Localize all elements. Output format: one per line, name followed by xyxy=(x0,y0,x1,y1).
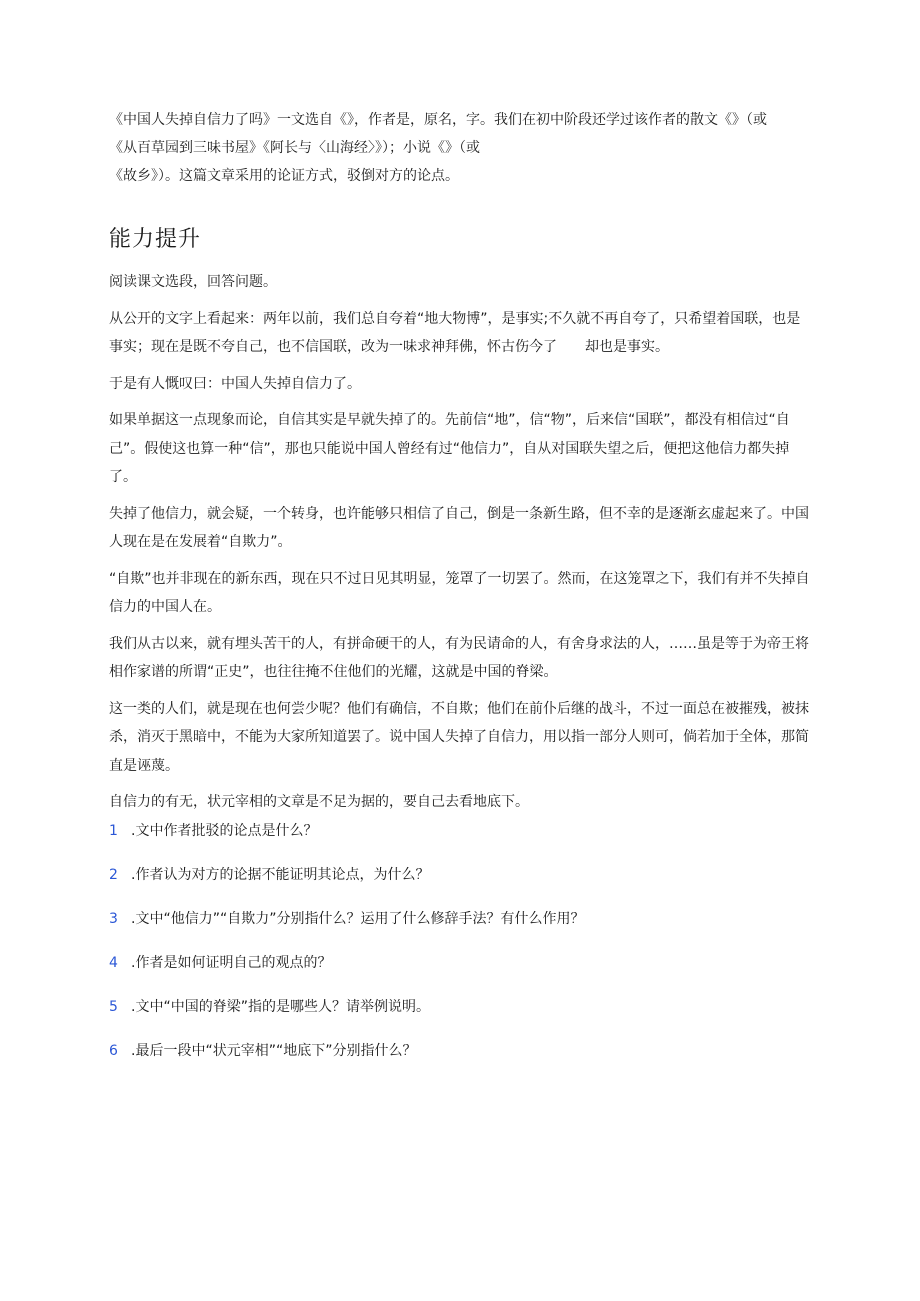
question-number: 3 xyxy=(109,911,118,927)
question-number: 4 xyxy=(109,955,118,971)
question-number: 6 xyxy=(109,1043,118,1059)
question-number: 5 xyxy=(109,999,118,1015)
passage-paragraph: 自信力的有无，状元宰相的文章是不足为据的，要自己去看地底下。 xyxy=(109,794,529,810)
question-item xyxy=(109,949,814,993)
question-list xyxy=(109,817,814,1081)
passage-paragraph: 如果单据这一点现象而论，自信其实是早就失掉了的。先前信“地”，信“物”，后来信“国联”，都没有相信过“自己”。假使这也算一种“信”，那也只能说中国人曾经有过“他信力”，自从对国联失望之后，便把这他信力都失掉了。 xyxy=(109,412,790,485)
question-text: .文中作者批驳的论点是什么？ xyxy=(131,823,318,839)
question-item xyxy=(109,817,814,861)
question-item xyxy=(109,861,814,905)
question-item xyxy=(109,993,814,1037)
question-item xyxy=(109,905,814,949)
question-number: 1 xyxy=(109,823,118,839)
intro-line: 《故乡》）。这篇文章采用的论证方式，驳倒对方的论点。 xyxy=(109,168,459,184)
question-text: .最后一段中“状元宰相”“地底下”分别指什么？ xyxy=(131,1043,417,1059)
question-text: .作者是如何证明自己的观点的？ xyxy=(131,955,332,971)
question-number: 2 xyxy=(109,867,118,883)
question-text: .文中“他信力”“自欺力”分别指什么？运用了什么修辞手法？有什么作用？ xyxy=(131,911,585,927)
section-title: 能力提升 xyxy=(109,227,202,252)
intro-line: 《从百草园到三味书屋》《阿长与〈山海经〉》）；小说《》（或 xyxy=(109,140,480,156)
intro-line: 《中国人失掉自信力了吗》一文选自《》，作者是，原名，字。我们在初中阶段还学过该作者的散文《》（或 xyxy=(109,112,767,128)
question-text: .文中“中国的脊梁”指的是哪些人？请举例说明。 xyxy=(131,999,430,1015)
passage-paragraph: 我们从古以来，就有埋头苦干的人，有拼命硬干的人，有为民请命的人，有舍身求法的人，……虽是等于为帝王将相作家谱的所谓“正史”，也往往掩不住他们的光耀，这就是中国的脊梁。 xyxy=(109,635,809,680)
passage-paragraph: 失掉了他信力，就会疑，一个转身，也许能够只相信了自己，倒是一条新生路，但不幸的是逐渐玄虚起来了。中国人现在是在发展着“自欺力”。 xyxy=(109,505,809,550)
passage-paragraph: “自欺”也并非现在的新东西，现在只不过日见其明显，笼罩了一切罢了。然而，在这笼罩之下，我们有并不失掉自信力的中国人在。 xyxy=(109,570,810,615)
passage-paragraph: 这一类的人们，就是现在也何尝少呢？他们有确信，不自欺；他们在前仆后继的战斗，不过一面总在被摧残，被抹杀，消灭于黑暗中，不能为大家所知道罢了。说中国人失掉了自信力，用以指一部分人则可，倘若加于全体，那简直是诬蔑。 xyxy=(109,700,809,774)
passage-paragraph: 从公开的文字上看起来：两年以前，我们总自夸着“地大物博”，是事实;不久就不再自夸了，只希望着国联，也是事实；现在是既不夸自己，也不信国联，改为一味求神拜佛，怀古伤今了 却也是事实。 xyxy=(109,310,801,355)
question-item xyxy=(109,1037,814,1081)
instruction: 阅读课文选段，回答问题。 xyxy=(109,274,277,290)
passage-paragraph: 于是有人慨叹曰：中国人失掉自信力了。 xyxy=(109,375,361,392)
reading-passage xyxy=(109,268,814,825)
question-text: .作者认为对方的论据不能证明其论点，为什么？ xyxy=(131,867,430,883)
intro-fill-blank xyxy=(109,106,829,190)
